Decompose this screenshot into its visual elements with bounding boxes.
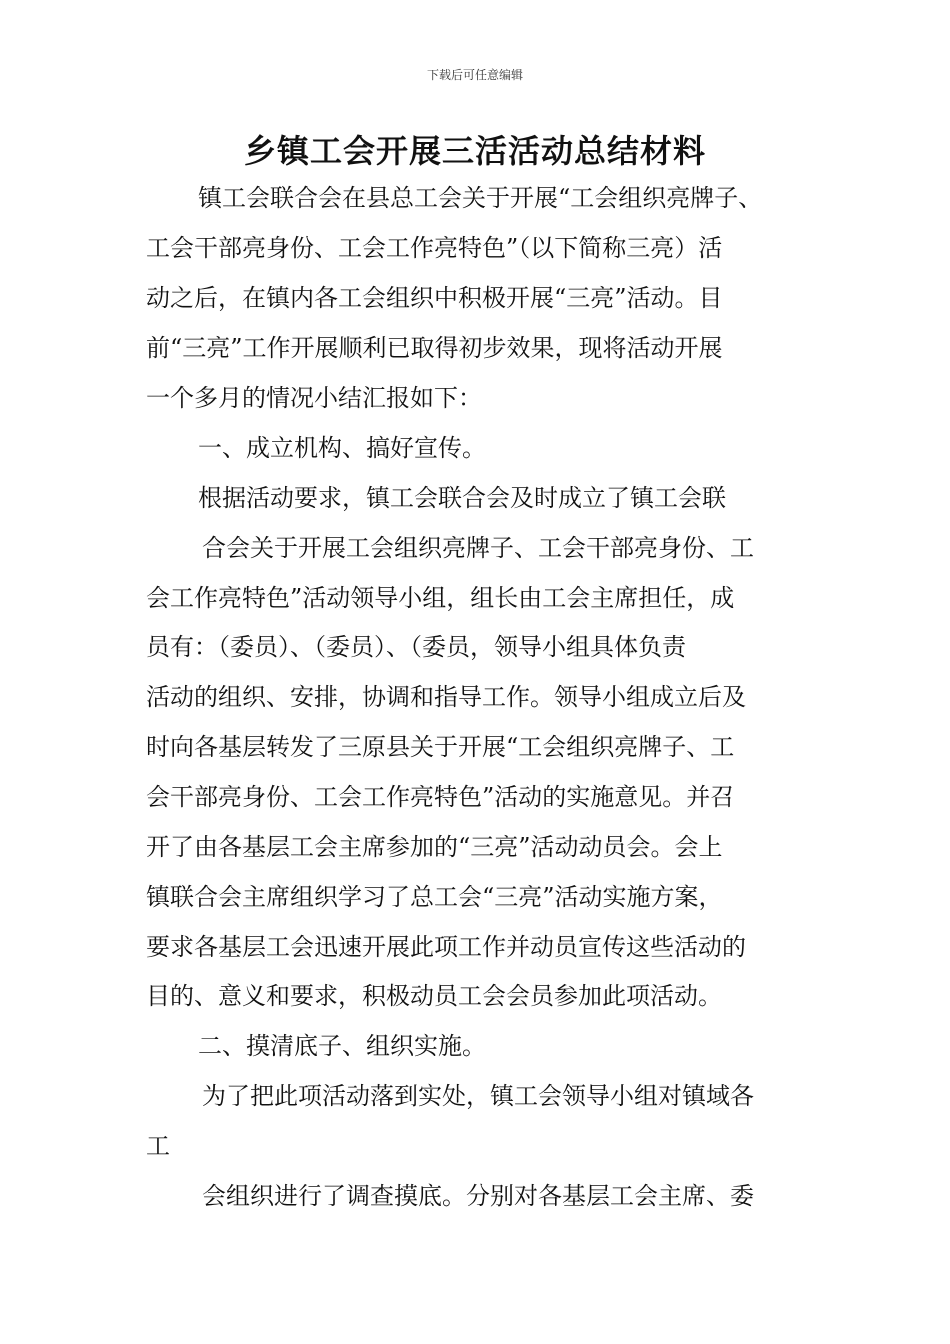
body-line: 时向各基层转发了三原县关于开展“工会组织亮牌子、工 xyxy=(146,733,735,761)
body-line: 要求各基层工会迅速开展此项工作并动员宣传这些活动的 xyxy=(146,933,746,961)
body-line: 镇联合会主席组织学习了总工会“三亮”活动实施方案， xyxy=(146,883,723,911)
body-line: 一个多月的情况小结汇报如下： xyxy=(146,384,482,412)
body-line: 会工作亮特色”活动领导小组，组长由工会主席担任，成 xyxy=(146,584,735,612)
body-line: 动之后，在镇内各工会组织中积极开展“三亮”活动。目 xyxy=(146,284,723,312)
document-title: 乡镇工会开展三活活动总结材料 xyxy=(243,132,706,170)
body-line: 工会干部亮身份、工会工作亮特色”（以下简称三亮）活 xyxy=(146,234,723,262)
section-heading-2: 二、摸清底子、组织实施。 xyxy=(198,1032,486,1060)
header-note: 下载后可任意编辑 xyxy=(426,68,523,82)
body-line: 前“三亮”工作开展顺利已取得初步效果，现将活动开展 xyxy=(146,334,723,362)
section-heading-1: 一、成立机构、搞好宣传。 xyxy=(198,434,486,462)
body-line: 根据活动要求，镇工会联合会及时成立了镇工会联 xyxy=(198,484,726,512)
body-line: 会干部亮身份、工会工作亮特色”活动的实施意见。并召 xyxy=(146,783,735,811)
body-line: 镇工会联合会在县总工会关于开展“工会组织亮牌子、 xyxy=(198,184,763,212)
body-line: 目的、意义和要求，积极动员工会会员参加此项活动。 xyxy=(146,982,722,1010)
body-line: 员有：（委员）、（委员）、（委员，领导小组具体负责 xyxy=(146,633,686,661)
body-line: 会组织进行了调查摸底。分别对各基层工会主席、委 xyxy=(202,1182,754,1210)
body-line: 开了由各基层工会主席参加的“三亮”活动动员会。会上 xyxy=(146,833,723,861)
body-line: 为了把此项活动落到实处，镇工会领导小组对镇域各 xyxy=(202,1082,754,1110)
body-line: 工 xyxy=(146,1132,170,1160)
body-line: 合会关于开展工会组织亮牌子、工会干部亮身份、工 xyxy=(202,534,754,562)
body-line: 活动的组织、安排，协调和指导工作。领导小组成立后及 xyxy=(146,683,746,711)
